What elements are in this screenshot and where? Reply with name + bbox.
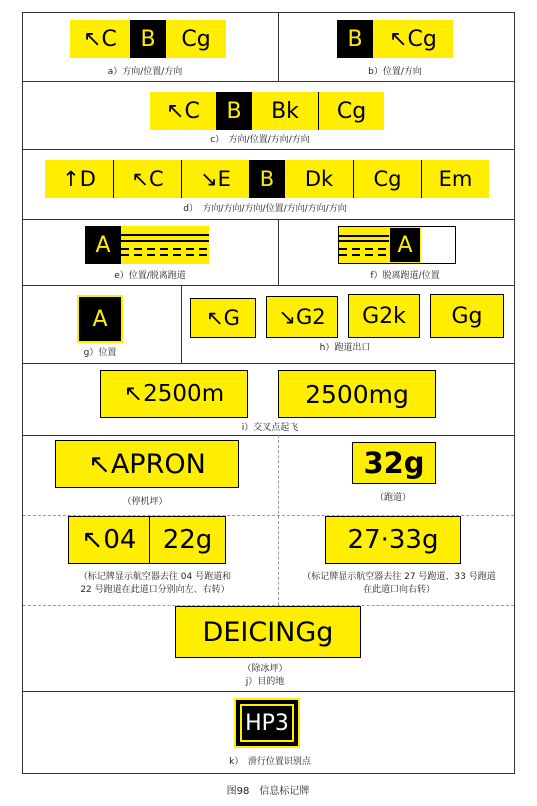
caption-k: k） 滑行位置识别点 xyxy=(229,757,311,767)
caption-f: f）脱离跑道/位置 xyxy=(370,271,440,281)
note-27-33-line1: （标记牌显示航空器去往 27 号跑道、33 号跑道 xyxy=(302,572,496,582)
sign-cell: Gg xyxy=(431,295,503,337)
row-divider xyxy=(23,435,514,436)
sign-cell-location: A xyxy=(389,227,421,263)
sign-c xyxy=(150,92,384,130)
sign-cell: Cg xyxy=(318,92,384,130)
sign-cell-location: A xyxy=(85,226,121,264)
sign-cell-location: B xyxy=(249,160,285,198)
sign-cell: 32g xyxy=(353,443,435,483)
sign-a xyxy=(70,20,226,58)
row-divider xyxy=(23,81,514,82)
sign-apron xyxy=(55,440,239,488)
sign-cell: ↖C xyxy=(70,20,130,58)
note-04-22-line1: （标记牌显示航空器去往 04 号跑道和 xyxy=(78,572,232,582)
runway-vacated-pattern xyxy=(339,227,389,263)
sign-cell: ↘G2 xyxy=(267,297,337,337)
col-divider xyxy=(278,13,279,81)
col-divider xyxy=(278,219,279,285)
sign-d xyxy=(45,160,489,198)
runway-vacated-lines xyxy=(339,227,389,263)
caption-e: e）位置/脱离跑道 xyxy=(114,271,186,281)
caption-j: j）目的地 xyxy=(245,677,285,687)
sign-i1 xyxy=(100,370,248,418)
sign-cell: 22g xyxy=(149,517,225,563)
dashed-col-divider xyxy=(278,435,279,605)
sign-cell: Em xyxy=(421,160,489,198)
sign-cell: Cg xyxy=(166,20,226,58)
sign-cell: ↑D xyxy=(45,160,113,198)
row-divider xyxy=(23,363,514,364)
sign-cell-location: B xyxy=(337,20,373,58)
row-divider xyxy=(23,219,514,220)
sign-deicing xyxy=(175,606,361,658)
sign-cell: Cg xyxy=(353,160,421,198)
sign-h3 xyxy=(348,294,420,338)
sign-cell: Dk xyxy=(285,160,353,198)
sign-h4 xyxy=(430,294,504,338)
runway-vacated-lines xyxy=(121,226,209,264)
sign-cell: ↖APRON xyxy=(56,441,238,487)
sign-e xyxy=(85,226,209,264)
sign-runway-32 xyxy=(352,442,436,484)
sign-cell: ↖C xyxy=(150,92,216,130)
note-27-33-line2: 在此道口向右转） xyxy=(362,585,435,595)
sign-cell-location: B xyxy=(130,20,166,58)
sign-cell: 2500mg xyxy=(279,371,435,417)
sign-cell: ↖G xyxy=(191,299,255,337)
runway-vacated-pattern xyxy=(121,226,209,264)
caption-h: h）跑道出口 xyxy=(319,343,371,353)
note-04-22-line2: 22 号跑道在此道口分别向左、右转） xyxy=(80,585,230,595)
sign-cell: ↖C xyxy=(113,160,181,198)
caption-d: d） 方向/方向/方向/位置/方向/方向/方向 xyxy=(183,204,347,214)
sign-cell-location: A xyxy=(79,297,121,341)
sign-i2 xyxy=(278,370,436,418)
sign-blank xyxy=(421,227,455,263)
sign-k xyxy=(234,698,300,748)
sign-27-33 xyxy=(325,516,461,564)
note-deicing: （除冰坪） xyxy=(242,664,288,674)
caption-i: i）交叉点起飞 xyxy=(241,423,299,433)
sign-cell-holding-position: HP3 xyxy=(236,700,298,746)
sign-cell: ↖04 xyxy=(69,517,149,563)
col-divider xyxy=(181,285,182,363)
note-runway: （跑道） xyxy=(374,493,411,503)
note-apron: （停机坪） xyxy=(122,497,168,507)
sign-cell: G2k xyxy=(349,295,419,337)
row-divider xyxy=(23,691,514,692)
sign-cell: ↘E xyxy=(181,160,249,198)
sign-cell: ↖Cg xyxy=(373,20,453,58)
sign-cell: Bk xyxy=(252,92,318,130)
sign-g xyxy=(77,295,123,343)
sign-b xyxy=(337,20,453,58)
sign-f xyxy=(338,226,456,264)
caption-c: c） 方向/位置/方向/方向 xyxy=(210,135,310,145)
sign-h1 xyxy=(190,298,256,338)
figure-caption: 图98 信息标记牌 xyxy=(226,786,310,797)
caption-a: a）方向/位置/方向 xyxy=(107,67,183,77)
row-divider xyxy=(23,285,514,286)
sign-cell-location: B xyxy=(216,92,252,130)
sign-04-22 xyxy=(68,516,226,564)
caption-b: b）位置/方向 xyxy=(368,67,422,77)
row-divider xyxy=(23,149,514,150)
sign-h2 xyxy=(266,296,338,338)
caption-g: g）位置 xyxy=(83,348,117,358)
sign-cell: DEICINGg xyxy=(176,607,360,657)
sign-cell: ↖2500m xyxy=(101,371,247,417)
sign-cell: 27·33g xyxy=(326,517,460,563)
